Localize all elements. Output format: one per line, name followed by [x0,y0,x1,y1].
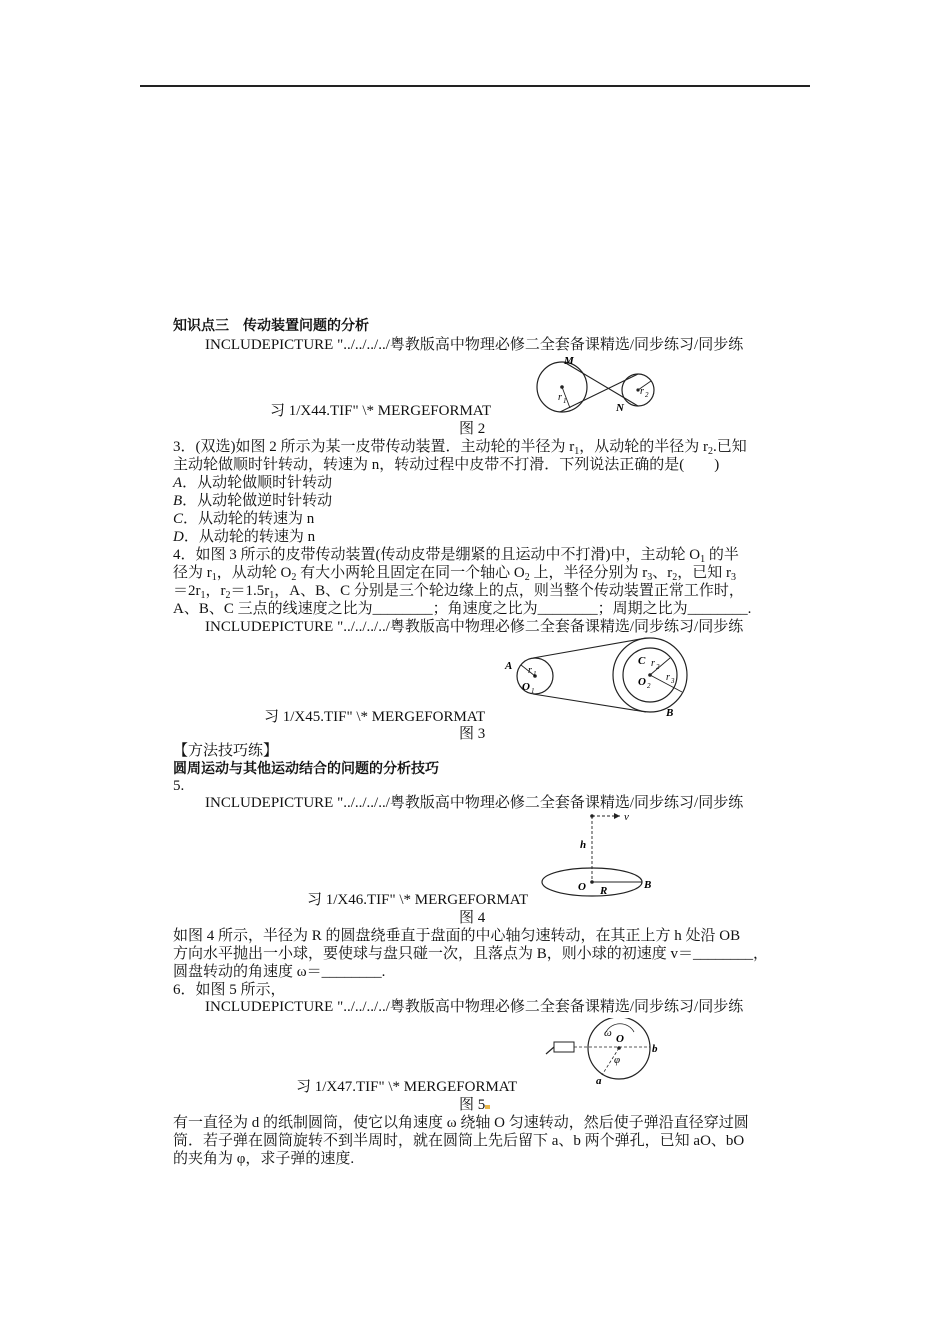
q5-line2: 方向水平抛出一小球，要使球与盘只碰一次，且落点为 B，则小球的初速度 v＝________， [173,946,769,962]
fig3-label-o2: O [638,676,646,688]
q6-line1: 有一直径为 d 的纸制圆筒，使它以角速度 ω 绕轴 O 匀速转动，然后使子弹沿直径穿过圆 [173,1115,749,1131]
fig4-label-h: h [580,839,587,851]
fig5-label-a: a [596,1075,602,1087]
q5-line3: 圆盘转动的角速度 ω＝________. [173,964,386,980]
q4-line2: 径为 $r_1$，从动轮 $O_2$ 有大小两轮且固定在同一个轴心 $O_2$ 上，半径分别为 $r_3$、$r_2$，已知 $r_3$ [173,565,736,583]
fig2-label-r1-sub: 1 [563,397,567,405]
q3-option-d: D．从动轮的转速为 n [173,529,316,545]
fig3-label-a: A [505,660,513,672]
q3-option-b: B．从动轮做逆时针转动 [173,493,333,509]
include-field-fig5-suffix: 习 1/X47.TIF" \* MERGEFORMAT [296,1079,518,1095]
fig3-label-o2-sub: 2 [647,682,651,690]
figure-4-disk-projectile [540,808,660,898]
fig4-label-o: O [578,881,586,893]
include-field-fig2-suffix: 习 1/X44.TIF" \* MERGEFORMAT [270,403,492,419]
q6-line2: 筒．若子弹在圆筒旋转不到半周时，就在圆筒上先后留下 a、b 两个弹孔，已知 aO、bO [173,1133,745,1149]
fig3-label-o1-sub: 1 [531,687,535,695]
fig2-label-r1: r [558,392,562,403]
fig5-label-omega: ω [604,1027,612,1039]
section-title: 知识点三 传动装置问题的分析 [173,318,369,334]
method-subtitle: 圆周运动与其他运动结合的问题的分析技巧 [173,761,439,777]
fig3-label-o1: O [522,681,530,693]
q6-line3: 的夹角为 φ，求子弹的速度. [173,1151,355,1167]
method-title: 【方法技巧练】 [173,743,279,759]
q3-option-c: C．从动轮的转速为 n [173,511,315,527]
fig5-label-o: O [616,1033,624,1045]
fig3-label-r1: r [528,665,532,676]
fig3-label-r2-sub: 2 [656,663,660,671]
fig2-label-m: M [564,355,574,367]
fig5-label-phi: φ [614,1054,621,1066]
fig2-label-r2: r [640,386,644,397]
include-field-fig3-suffix: 习 1/X45.TIF" \* MERGEFORMAT [264,709,486,725]
q3-option-a: A．从动轮做顺时针转动 [173,475,333,491]
q5-line1: 如图 4 所示，半径为 R 的圆盘绕垂直于盘面的中心轴匀速转动，在其正上方 h 处沿 OB [173,928,741,944]
include-field-fig3: INCLUDEPICTURE "../../../../粤教版高中物理必修二全套备课精选/同步练习/同步练 [205,619,744,635]
fig2-label-r2-sub: 2 [645,391,649,399]
figure-3-belt-drive [500,634,700,720]
fig5-label-b: b [652,1043,658,1055]
fig4-label-r: R [600,885,608,897]
include-field-fig4: INCLUDEPICTURE "../../../../粤教版高中物理必修二全套备课精选/同步练习/同步练 [205,795,744,811]
fig2-label-n: N [616,402,624,414]
include-field-fig5: INCLUDEPICTURE "../../../../粤教版高中物理必修二全套备课精选/同步练习/同步练 [205,999,744,1015]
fig4-caption: 图 4 [459,910,486,926]
q5-number: 5. [173,778,185,794]
fig4-label-b: B [644,879,652,891]
include-field-fig2: INCLUDEPICTURE "../../../../粤教版高中物理必修二全套备课精选/同步练习/同步练 [205,337,744,353]
q4-line3: $=2r_1$，$r_2=1.5r_1$，A、B、C 分别是三个轮边缘上的点，则当整个传动装置正常工作时， [173,583,744,601]
include-field-fig4-suffix: 习 1/X46.TIF" \* MERGEFORMAT [307,892,529,908]
header-rule [140,85,810,87]
fig3-label-r3: r [666,672,670,683]
fig2-caption: 图 2 [459,421,486,437]
q3-line2: 主动轮做顺时针转动，转速为 n，转动过程中皮带不打滑．下列说法正确的是( ) [173,457,720,473]
figure-2-belt-drive [530,352,660,414]
q4-line4: A、B、C 三点的线速度之比为________；角速度之比为________；周期之比为________. [173,601,752,617]
fig3-label-r2: r [651,658,655,669]
fig5-caption: 图 5 [459,1096,490,1114]
fig3-label-c: C [638,655,646,667]
q4-line1: 4．如图 3 所示的皮带传动装置(传动皮带是绷紧的且运动中不打滑)中，主动轮 $O_1$ 的半 [173,547,739,565]
fig3-label-r3-sub: 3 [671,677,675,685]
q6-intro: 6．如图 5 所示， [173,982,286,998]
fig3-label-b: B [666,707,674,719]
figure-5-rotating-cylinder [540,1018,660,1088]
q3-line1: 3．(双选)如图 2 所示为某一皮带传动装置．主动轮的半径为 $r_1$，从动轮的半径为 $r_2$.已知 [173,439,747,457]
fig3-caption: 图 3 [459,726,486,742]
fig4-label-v: v [624,811,629,823]
fig3-label-r1-sub: 1 [533,670,537,678]
